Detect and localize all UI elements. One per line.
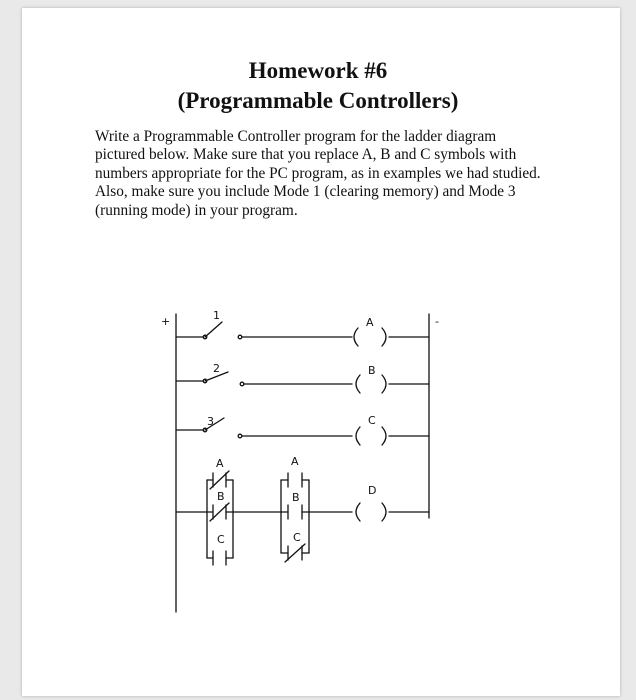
coil-d (356, 503, 360, 521)
coil-c (356, 427, 360, 445)
branch2-contact-b-label: B (292, 491, 300, 504)
switch-1-label: 1 (213, 309, 220, 322)
coil-b (356, 375, 360, 393)
branch1-contact-a-label: A (216, 457, 224, 470)
coil-b-label: B (368, 364, 376, 377)
switch-3-label: 3 (207, 415, 214, 428)
branch1-contact-b-label: B (217, 490, 225, 503)
branch2-contact-a-label: A (291, 455, 299, 468)
minus-label: - (435, 315, 439, 328)
coil-a (354, 328, 358, 346)
coil-a-label: A (366, 316, 374, 329)
title-line-2: (Programmable Controllers) (177, 88, 459, 113)
switch-1-blade (205, 322, 222, 337)
branch2-contact-c-label: C (293, 531, 301, 544)
branch1-contact-c-label: C (217, 533, 225, 546)
rung-1 (176, 309, 429, 346)
plus-label: + (161, 315, 171, 328)
rung-3 (176, 414, 429, 445)
coil-d-label: D (368, 484, 377, 497)
switch-2-label: 2 (213, 362, 220, 375)
rung-2 (176, 362, 429, 393)
coil-c-label: C (368, 414, 376, 427)
title-line-1: Homework #6 (248, 58, 388, 83)
instructions-paragraph: Write a Programmable Controller program for the ladder diagram pictured below. Make sure that you replace A, B and C symbols with numbers appropriate for the PC program, as in examples we had studied. Also, make sure you include Mode 1 (clearing memory) and Mode 3 (running mode) in your program. (95, 128, 541, 219)
rung-4 (176, 455, 429, 565)
